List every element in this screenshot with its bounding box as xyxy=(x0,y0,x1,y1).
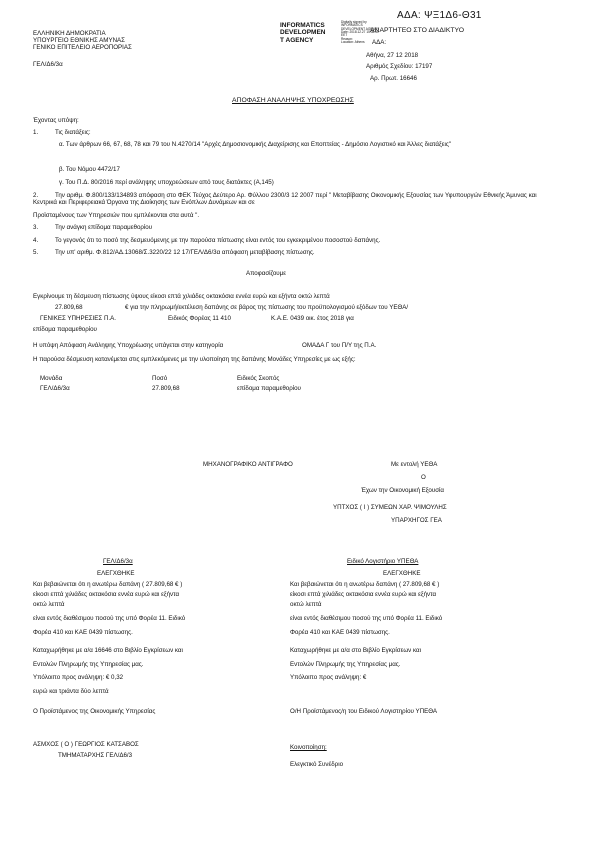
item-text: Τις διατάξεις: xyxy=(55,129,91,136)
agency-label xyxy=(280,22,326,44)
left-line: Φορέα 410 και ΚΑΕ 0439 πίστωσης. xyxy=(33,629,133,636)
right-line: είναι εντός διαθέσιμου ποσού της υπό Φορέα 11. Ειδικό xyxy=(290,615,443,622)
item-number: 4. xyxy=(33,237,39,244)
table-header-unit: Μονάδα xyxy=(40,375,63,382)
right-line: οκτώ λεπτά xyxy=(290,601,322,608)
right-block-title: Ειδικό Λογιστήριο ΥΠΕΘΑ xyxy=(347,558,419,565)
breakdown-line: Η παρούσα δέσμευση κατανέμεται στις εμπλεκόμενες με την υλοποίηση της δαπάνης Μονάδες Υπηρεσίες με ως εξής: xyxy=(33,356,356,363)
category-value: ΟΜΑΔΑ Γ του Π/Υ της Π.Α. xyxy=(302,342,377,349)
list-item xyxy=(33,192,538,206)
left-line: Εντολών Πληρωμής της Υπηρεσίας μας. xyxy=(33,661,144,668)
left-line: οκτώ λεπτά xyxy=(33,601,65,608)
right-head-title: Ο/Η Προϊστάμενος/η του Ειδικού Λογιστηρίου ΥΠΕΘΑ xyxy=(290,708,438,715)
notification-title: Κοινοποίηση: xyxy=(290,744,327,751)
order-label: Με εντολή ΥΕΘΑ xyxy=(391,461,438,468)
copy-label: ΜΗΧΑΝΟΓΡΑΦΙΚΟ ΑΝΤΙΓΡΑΦΟ xyxy=(203,461,293,468)
left-checked-label: ΕΛΕΓΧΘΗΚΕ xyxy=(97,570,135,577)
list-item: β. Του Νόμου 4472/17 xyxy=(59,166,120,173)
item-number: 2. xyxy=(33,192,39,199)
decision-line: Εγκρίνουμε τη δέσμευση πίστωσης ύψους είκοσι επτά χιλιάδες οκτακόσια εννέα ευρώ και εξήντα οκτώ λεπτά xyxy=(33,293,330,300)
decision-line: € για την πληρωμή/εκτέλεση δαπάνης σε βάρος της πίστωσης του προϋπολογισμού εξόδων του ΥΕΘΑ/ xyxy=(125,304,409,311)
authority-label: Έχων την Οικονομική Εξουσία xyxy=(361,487,444,494)
right-remaining: Υπόλοιπο προς ανάληψη: € xyxy=(290,674,367,681)
left-line: Και βεβαιώνεται ότι η ανωτέρω δαπάνη ( 27.809,68 € ) xyxy=(33,581,183,588)
table-header-amount: Ποσό xyxy=(152,375,168,382)
left-signer-name: ΑΣΜΧΟΣ ( Ο ) ΓΕΩΡΓΙΟΣ ΚΑΤΣΑΒΟΣ xyxy=(33,741,139,748)
signer-name: ΥΠΤΧΟΣ ( Ι ) ΣΥΜΕΩΝ ΧΑΡ. ΨΙΜΟΥΛΗΣ xyxy=(333,504,447,511)
expense-purpose: επίδομα παραμεθορίου xyxy=(33,326,97,333)
left-head-title: Ο Προϊστάμενος της Οικονομικής Υπηρεσίας xyxy=(33,708,156,715)
left-line: είκοσι επτά χιλιάδες οκτακόσια εννέα ευρώ και εξήντα xyxy=(33,591,180,598)
right-checked-label: ΕΛΕΓΧΘΗΚΕ xyxy=(383,570,421,577)
org-line: ΥΠΟΥΡΓΕΙΟ ΕΘΝΙΚΗΣ ΑΜΥΝΑΣ xyxy=(33,37,126,45)
left-block-title: ΓΕΛ/Δ6/3α xyxy=(103,558,133,565)
left-line: είναι εντός διαθέσιμου ποσού της υπό Φορέα 11. Ειδικό xyxy=(33,615,186,622)
department-code: ΓΕΛ/Δ6/3α xyxy=(33,61,63,68)
issuing-authority xyxy=(33,30,132,51)
list-item xyxy=(33,249,315,256)
list-item xyxy=(33,129,91,136)
left-signer-role: ΤΜΗΜΑΤΑΡΧΗΣ ΓΕΛ/Δ6/3 xyxy=(58,752,133,759)
intro-text: Έχοντας υπόψη: xyxy=(33,117,79,124)
category-line: Η υπόψη Απόφαση Ανάληψης Υποχρέωσης υπάγεται στην κατηγορία xyxy=(33,342,224,349)
stamp-line: EET xyxy=(341,33,348,38)
list-item: α. Των άρθρων 66, 67, 68, 78 και 79 του Ν.4270/14 "Αρχές Δημοσιονομικής Διαχείρισης και Εποπτείας - Δημόσιο Λογιστικό και Άλλες διατάξεις" xyxy=(59,141,452,148)
org-line: ΕΛΛΗΝΙΚΗ ΔΗΜΟΚΡΑΤΙΑ xyxy=(33,30,106,37)
table-cell-unit: ΓΕΛ/Δ6/3α xyxy=(40,385,70,392)
item-text: Το γεγονός ότι το ποσό της δεσμευόμενης με την παρούσα πίστωσης είναι εντός του εγκεκριμένου ποσοστού δαπάνης. xyxy=(55,237,381,244)
right-line: Καταχωρήθηκε με α/α στο Βιβλίο Εγκρίσεων και xyxy=(290,647,421,654)
draft-number: Αριθμός Σχεδίου: 17197 xyxy=(366,63,433,70)
table-cell-purpose: επίδομα παραμεθορίου xyxy=(237,385,301,392)
right-line: Εντολών Πληρωμής της Υπηρεσίας μας. xyxy=(290,661,401,668)
notification-recipient: Ελεγκτικό Συνέδριο xyxy=(290,761,344,768)
right-line: Και βεβαιώνεται ότι η ανωτέρω δαπάνη ( 27.809,68 € ) xyxy=(290,581,440,588)
stamp-line: INFORMATICS xyxy=(341,23,363,28)
list-item xyxy=(33,237,380,244)
item-number: 3. xyxy=(33,224,39,231)
item-number: 1. xyxy=(33,129,39,136)
list-item: γ. Του Π.Δ. 80/2016 περί ανάληψης υποχρεώσεων από τους διατάκτες (Α,145) xyxy=(59,179,274,186)
posted-online-label: ΑΝΑΡΤΗΤΕΟ ΣΤΟ ΔΙΑΔΙΚΤΥΟ xyxy=(370,27,464,34)
document-date: Αθήνα, 27 12 2018 xyxy=(366,52,419,59)
stamp-line: Date: 2018.12.27 15:08:51 xyxy=(341,30,379,35)
item-text: Την ανάγκη επίδομα παραμεθορίου xyxy=(55,224,153,231)
left-remaining: Υπόλοιπο προς ανάληψη: € 0,32 xyxy=(33,674,124,681)
agency-line: DEVELOPMEN xyxy=(280,29,326,37)
right-line: είκοσι επτά χιλιάδες οκτακόσια εννέα ευρώ και εξήντα xyxy=(290,591,437,598)
special-body: Ειδικός Φορέας 11 410 xyxy=(168,315,231,322)
signer-role: ΥΠΑΡΧΗΓΟΣ ΓΕΑ xyxy=(391,517,442,524)
list-item xyxy=(33,224,152,231)
table-header-purpose: Ειδικός Σκοπός xyxy=(237,375,280,382)
item-number: 5. xyxy=(33,249,39,256)
decision-heading: Αποφασίζουμε xyxy=(246,270,286,277)
page-title: ΑΠΟΦΑΣΗ ΑΝΑΛΗΨΗΣ ΥΠΟΧΡΕΩΣΗΣ xyxy=(232,97,354,104)
item-text: Την αριθμ. Φ.800/133/134893 απόφαση στο ΦΕΚ Τεύχος Δεύτερο Αρ. Φύλλου 2300/3 12 2007 περί " Μεταβίβασης Οικονομικής Εξουσίας των Υφυπουργών Εθνικής Άμυνας και Κεντρικά και Περιφερειακά Όργανα της Διοίκησης των Ενόπλων Δυνάμεων και σε xyxy=(33,192,537,207)
stamp-line: Digitally signed by xyxy=(341,20,367,24)
org-line: ΓΕΝΙΚΟ ΕΠΙΤΕΛΕΙΟ ΑΕΡΟΠΟΡΙΑΣ xyxy=(33,44,132,52)
agency-line: INFORMATICS xyxy=(280,22,325,29)
list-item: Προϊσταμένους των Υπηρεσιών που εμπλέκονται στα αυτά ". xyxy=(33,212,200,219)
stamp-line: Reason: xyxy=(341,36,353,41)
agency-line: T AGENCY xyxy=(280,36,314,44)
ada-number: ΑΔΑ: ΨΞ1Δ6-Θ31 xyxy=(397,10,482,21)
left-line: Καταχωρήθηκε με α/α 16646 στο Βιβλίο Εγκρίσεων και xyxy=(33,647,183,654)
protocol-number: Αρ. Πρωτ. 16646 xyxy=(370,75,417,82)
decision-amount: 27.809,68 xyxy=(55,304,83,311)
left-remaining-words: ευρώ και τριάντα δύο λεπτά xyxy=(33,688,109,695)
item-text: Την υπ' αριθμ. Φ.812/ΑΔ.13068/Σ.3220/22 12 17/ΓΕΛ/Δ6/3α απόφαση μεταβίβασης πίστωσης. xyxy=(55,249,315,256)
ada-label: ΑΔΑ: xyxy=(372,39,387,46)
service-name: ΓΕΝΙΚΕΣ ΥΠΗΡΕΣΙΕΣ Π.Α. xyxy=(40,315,116,322)
kae-code: Κ.Α.Ε. 0439 οικ. έτος 2018 για xyxy=(271,315,354,322)
table-cell-amount: 27.809,68 xyxy=(152,385,180,392)
stamp-line: Location: Athens xyxy=(341,40,365,45)
signer-article: Ο xyxy=(421,474,426,481)
right-line: Φορέα 410 και ΚΑΕ 0439 πίστωσης. xyxy=(290,629,390,636)
stamp-line: DEVELOPMENT AGENCY xyxy=(341,26,380,31)
